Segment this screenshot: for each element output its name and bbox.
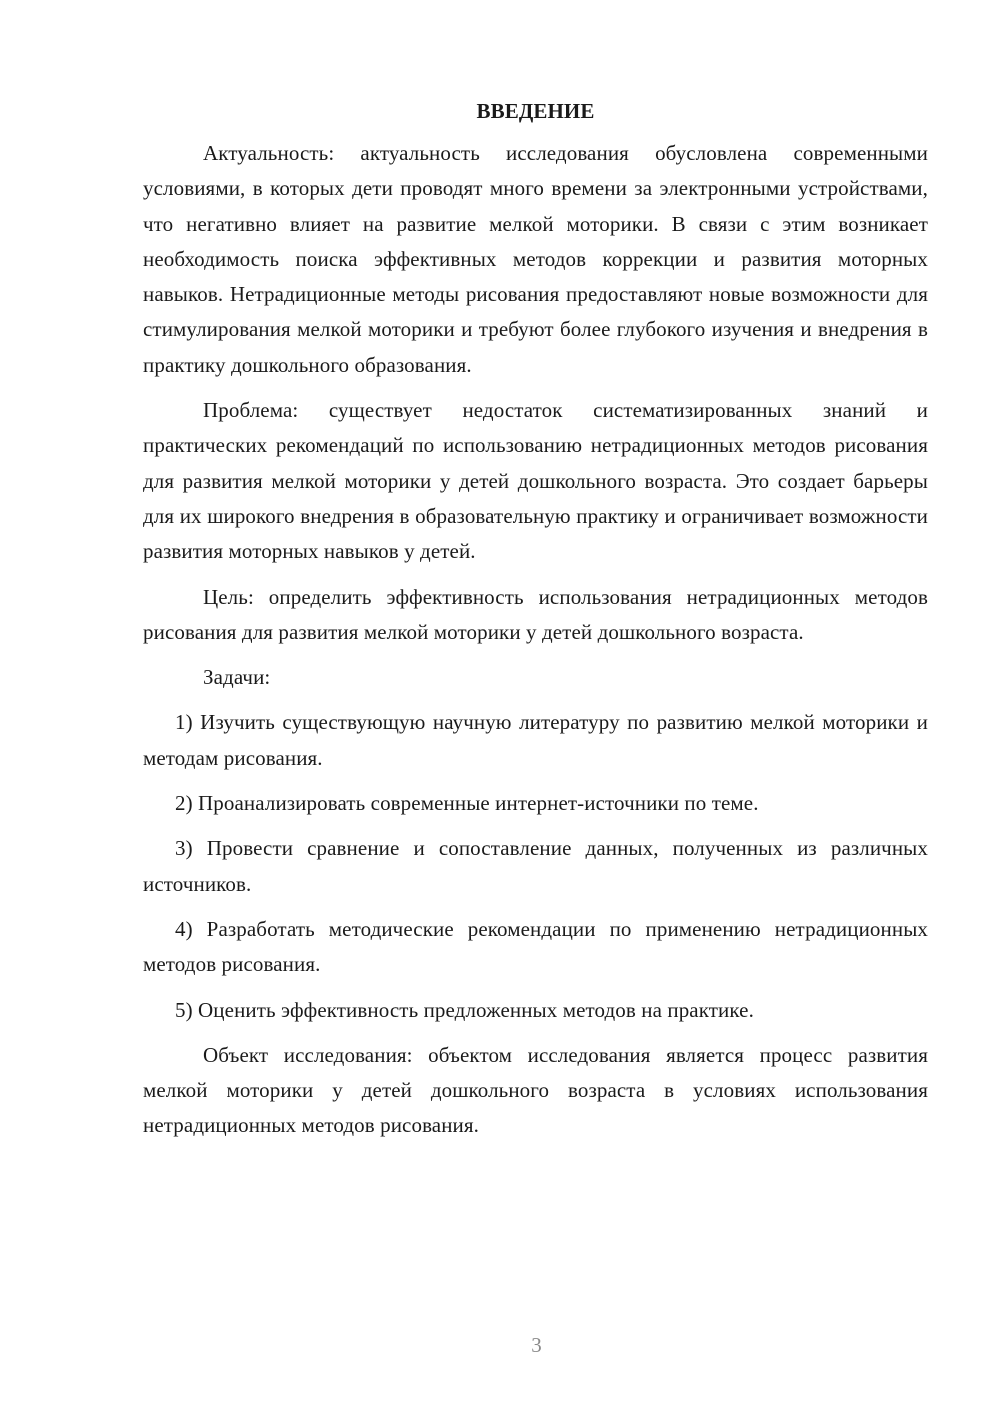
paragraph-goal: Цель: определить эффективность использования нетрадиционных методов рисования для развития мелкой моторики у детей дошкольного возраста.: [143, 584, 928, 644]
task-item-3: 3) Провести сравнение и сопоставление данных, полученных из различных источников.: [143, 836, 928, 896]
paragraph-relevance: Актуальность: актуальность исследования обусловлена современными условиями, в которых дети проводят много времени за электронными устройствами, что негативно влияет на развитие мелкой моторики. В связи с этим возникает необходимость поиска эффективных методов коррекции и развития моторных навыков. Нетрадиционные методы рисования предоставляют новые возможности для стимулирования мелкой моторики и требуют более глубокого изучения и внедрения в практику дошкольного образования.: [143, 141, 928, 377]
page-content: [143, 96, 928, 1154]
task-item-4: 4) Разработать методические рекомендации по применению нетрадиционных методов рисования.: [143, 916, 928, 977]
page-number: 3: [531, 1333, 542, 1357]
task-item-5: 5) Оценить эффективность предложенных методов на практике.: [175, 997, 754, 1022]
task-item-1: 1) Изучить существующую научную литературу по развитию мелкой моторики и методам рисования.: [143, 710, 928, 770]
task-item-2: 2) Проанализировать современные интернет-источники по теме.: [175, 791, 759, 816]
section-title: ВВЕДЕНИЕ: [476, 99, 595, 123]
paragraph-object: Объект исследования: объектом исследования является процесс развития мелкой моторики у детей дошкольного возраста в условиях использования нетрадиционных методов рисования.: [143, 1042, 928, 1138]
paragraph-problem: Проблема: существует недостаток систематизированных знаний и практических рекомендаций по использованию нетрадиционных методов рисования для развития мелкой моторики у детей дошкольного возраста. Это создает барьеры для их широкого внедрения в образовательную практику и ограничивает возможности развития моторных навыков у детей.: [143, 398, 928, 564]
tasks-heading: Задачи:: [203, 665, 271, 690]
